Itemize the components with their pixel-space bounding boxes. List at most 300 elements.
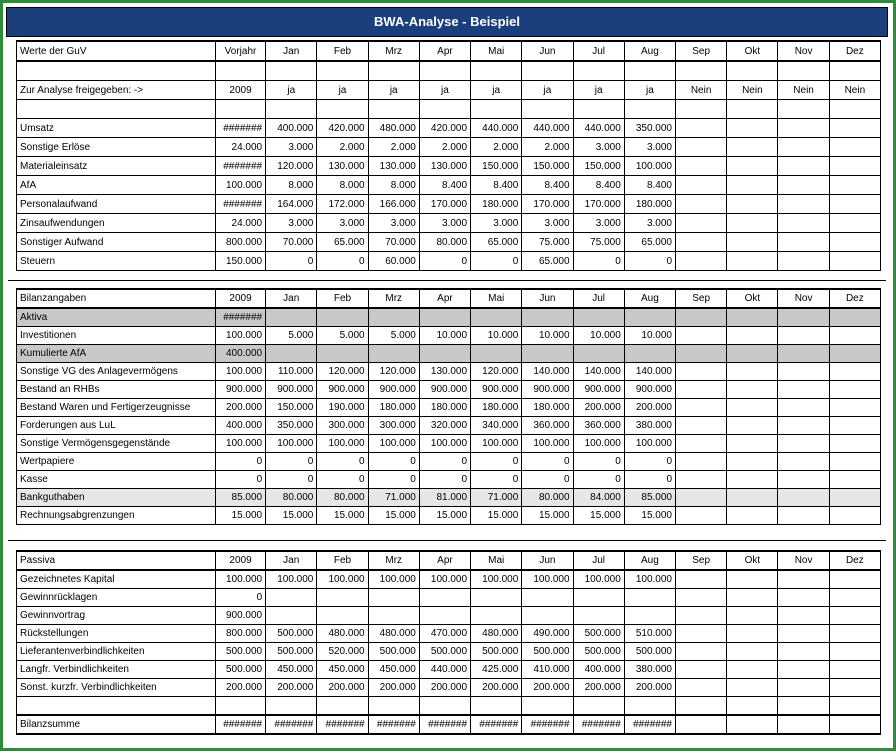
row-value-cell[interactable]: 100.000 bbox=[522, 435, 573, 453]
row-value-cell[interactable] bbox=[573, 345, 624, 363]
row-value-cell[interactable] bbox=[778, 119, 829, 138]
row-value-cell[interactable]: 15.000 bbox=[368, 507, 419, 525]
row-value-cell[interactable] bbox=[522, 607, 573, 625]
month-header-feb[interactable]: Feb bbox=[317, 551, 368, 570]
row-value-cell[interactable] bbox=[727, 138, 778, 157]
row-value-cell[interactable] bbox=[727, 233, 778, 252]
row-value-cell[interactable]: 100.000 bbox=[624, 570, 675, 589]
row-prev-cell[interactable]: 400.000 bbox=[215, 417, 265, 435]
row-value-cell[interactable]: 0 bbox=[368, 471, 419, 489]
row-value-cell[interactable]: 900.000 bbox=[624, 381, 675, 399]
header-label-cell[interactable]: Passiva bbox=[17, 551, 216, 570]
month-header-jun[interactable]: Jun bbox=[522, 41, 573, 61]
row-value-cell[interactable]: 15.000 bbox=[317, 507, 368, 525]
row-value-cell[interactable] bbox=[676, 345, 727, 363]
row-value-cell[interactable] bbox=[829, 417, 880, 435]
empty-cell[interactable] bbox=[419, 61, 470, 81]
row-label-cell[interactable]: Langfr. Verbindlichkeiten bbox=[17, 661, 216, 679]
row-value-cell[interactable]: 2.000 bbox=[317, 138, 368, 157]
row-value-cell[interactable]: 15.000 bbox=[266, 507, 317, 525]
row-value-cell[interactable]: 120.000 bbox=[317, 363, 368, 381]
row-value-cell[interactable] bbox=[829, 679, 880, 697]
row-value-cell[interactable] bbox=[676, 252, 727, 271]
row-value-cell[interactable] bbox=[727, 157, 778, 176]
row-value-cell[interactable]: 140.000 bbox=[522, 363, 573, 381]
row-value-cell[interactable]: 100.000 bbox=[368, 570, 419, 589]
row-value-cell[interactable]: 70.000 bbox=[368, 233, 419, 252]
row-value-cell[interactable] bbox=[266, 589, 317, 607]
row-value-cell[interactable] bbox=[676, 381, 727, 399]
row-value-cell[interactable] bbox=[676, 195, 727, 214]
empty-cell[interactable] bbox=[522, 697, 573, 716]
release-value-cell[interactable]: ja bbox=[266, 81, 317, 100]
row-value-cell[interactable]: 900.000 bbox=[266, 381, 317, 399]
row-label-cell[interactable]: Bankguthaben bbox=[17, 489, 216, 507]
row-value-cell[interactable]: 3.000 bbox=[471, 214, 522, 233]
empty-cell[interactable] bbox=[727, 697, 778, 716]
row-value-cell[interactable] bbox=[727, 471, 778, 489]
row-value-cell[interactable] bbox=[676, 308, 727, 327]
row-value-cell[interactable] bbox=[829, 471, 880, 489]
row-value-cell[interactable] bbox=[727, 214, 778, 233]
empty-cell[interactable] bbox=[727, 61, 778, 81]
row-value-cell[interactable]: 8.400 bbox=[573, 176, 624, 195]
row-value-cell[interactable] bbox=[727, 417, 778, 435]
row-value-cell[interactable]: 180.000 bbox=[471, 399, 522, 417]
row-value-cell[interactable]: 15.000 bbox=[522, 507, 573, 525]
empty-cell[interactable] bbox=[829, 100, 880, 119]
row-value-cell[interactable]: 15.000 bbox=[573, 507, 624, 525]
month-header-okt[interactable]: Okt bbox=[727, 551, 778, 570]
row-value-cell[interactable] bbox=[727, 195, 778, 214]
row-value-cell[interactable]: 3.000 bbox=[624, 138, 675, 157]
row-prev-cell[interactable]: 0 bbox=[215, 453, 265, 471]
row-value-cell[interactable] bbox=[778, 381, 829, 399]
row-value-cell[interactable] bbox=[419, 589, 470, 607]
release-value-cell[interactable]: Nein bbox=[727, 81, 778, 100]
row-value-cell[interactable]: 350.000 bbox=[266, 417, 317, 435]
row-value-cell[interactable]: 3.000 bbox=[266, 138, 317, 157]
empty-cell[interactable] bbox=[471, 697, 522, 716]
release-value-cell[interactable]: Nein bbox=[778, 81, 829, 100]
month-header-jan[interactable]: Jan bbox=[266, 289, 317, 308]
row-value-cell[interactable]: 100.000 bbox=[266, 570, 317, 589]
row-value-cell[interactable] bbox=[778, 327, 829, 345]
row-value-cell[interactable] bbox=[624, 607, 675, 625]
row-value-cell[interactable] bbox=[829, 453, 880, 471]
month-header-sep[interactable]: Sep bbox=[676, 289, 727, 308]
row-value-cell[interactable]: 360.000 bbox=[573, 417, 624, 435]
row-label-cell[interactable]: Wertpapiere bbox=[17, 453, 216, 471]
empty-cell[interactable] bbox=[215, 61, 265, 81]
row-value-cell[interactable]: 8.000 bbox=[317, 176, 368, 195]
row-value-cell[interactable] bbox=[829, 363, 880, 381]
release-value-cell[interactable]: ja bbox=[624, 81, 675, 100]
row-value-cell[interactable]: 3.000 bbox=[317, 214, 368, 233]
row-value-cell[interactable] bbox=[727, 399, 778, 417]
row-value-cell[interactable]: 180.000 bbox=[522, 399, 573, 417]
row-value-cell[interactable] bbox=[829, 435, 880, 453]
row-value-cell[interactable] bbox=[829, 381, 880, 399]
row-value-cell[interactable] bbox=[778, 308, 829, 327]
row-value-cell[interactable]: 410.000 bbox=[522, 661, 573, 679]
row-value-cell[interactable]: 140.000 bbox=[624, 363, 675, 381]
empty-cell[interactable] bbox=[368, 697, 419, 716]
release-value-cell[interactable]: Nein bbox=[676, 81, 727, 100]
month-header-jul[interactable]: Jul bbox=[573, 41, 624, 61]
row-value-cell[interactable] bbox=[727, 607, 778, 625]
row-prev-cell[interactable]: 15.000 bbox=[215, 507, 265, 525]
empty-cell[interactable] bbox=[624, 61, 675, 81]
row-value-cell[interactable] bbox=[778, 453, 829, 471]
row-value-cell[interactable]: 350.000 bbox=[624, 119, 675, 138]
row-value-cell[interactable]: 150.000 bbox=[573, 157, 624, 176]
release-value-cell[interactable]: ja bbox=[368, 81, 419, 100]
row-value-cell[interactable] bbox=[829, 214, 880, 233]
row-value-cell[interactable] bbox=[778, 607, 829, 625]
row-value-cell[interactable]: 65.000 bbox=[624, 233, 675, 252]
row-value-cell[interactable]: 5.000 bbox=[317, 327, 368, 345]
row-value-cell[interactable]: 0 bbox=[573, 252, 624, 271]
row-value-cell[interactable]: 440.000 bbox=[471, 119, 522, 138]
row-value-cell[interactable]: 170.000 bbox=[419, 195, 470, 214]
header-label-cell[interactable]: Werte der GuV bbox=[17, 41, 216, 61]
row-value-cell[interactable]: 100.000 bbox=[368, 435, 419, 453]
row-value-cell[interactable]: 8.000 bbox=[266, 176, 317, 195]
empty-cell[interactable] bbox=[215, 697, 265, 716]
row-label-cell[interactable]: Gewinnvortrag bbox=[17, 607, 216, 625]
row-value-cell[interactable]: 0 bbox=[317, 453, 368, 471]
row-prev-cell[interactable]: 85.000 bbox=[215, 489, 265, 507]
row-value-cell[interactable]: 3.000 bbox=[573, 138, 624, 157]
row-value-cell[interactable] bbox=[676, 435, 727, 453]
row-value-cell[interactable] bbox=[266, 308, 317, 327]
row-value-cell[interactable]: 0 bbox=[266, 453, 317, 471]
row-value-cell[interactable]: 300.000 bbox=[317, 417, 368, 435]
row-value-cell[interactable]: 520.000 bbox=[317, 643, 368, 661]
row-prev-cell[interactable]: 200.000 bbox=[215, 399, 265, 417]
row-value-cell[interactable] bbox=[829, 507, 880, 525]
row-value-cell[interactable]: 500.000 bbox=[266, 625, 317, 643]
row-value-cell[interactable] bbox=[829, 345, 880, 363]
row-label-cell[interactable]: Umsatz bbox=[17, 119, 216, 138]
row-value-cell[interactable]: 85.000 bbox=[624, 489, 675, 507]
month-header-apr[interactable]: Apr bbox=[419, 289, 470, 308]
empty-cell[interactable] bbox=[317, 100, 368, 119]
row-value-cell[interactable]: 3.000 bbox=[419, 214, 470, 233]
row-value-cell[interactable] bbox=[778, 176, 829, 195]
month-header-dez[interactable]: Dez bbox=[829, 289, 880, 308]
total-value-cell[interactable]: ####### bbox=[419, 715, 470, 734]
row-value-cell[interactable] bbox=[419, 308, 470, 327]
row-value-cell[interactable] bbox=[676, 489, 727, 507]
row-value-cell[interactable] bbox=[317, 308, 368, 327]
row-value-cell[interactable]: 470.000 bbox=[419, 625, 470, 643]
row-value-cell[interactable] bbox=[727, 643, 778, 661]
row-value-cell[interactable]: 100.000 bbox=[624, 435, 675, 453]
row-value-cell[interactable]: 80.000 bbox=[317, 489, 368, 507]
row-value-cell[interactable] bbox=[419, 345, 470, 363]
row-value-cell[interactable]: 480.000 bbox=[368, 119, 419, 138]
empty-cell[interactable] bbox=[624, 100, 675, 119]
row-label-cell[interactable]: Kasse bbox=[17, 471, 216, 489]
row-value-cell[interactable] bbox=[727, 252, 778, 271]
month-header-mai[interactable]: Mai bbox=[471, 551, 522, 570]
row-prev-cell[interactable]: 900.000 bbox=[215, 607, 265, 625]
row-value-cell[interactable] bbox=[676, 679, 727, 697]
row-value-cell[interactable] bbox=[266, 607, 317, 625]
row-label-cell[interactable]: Sonstige Vermögensgegenstände bbox=[17, 435, 216, 453]
row-value-cell[interactable]: 172.000 bbox=[317, 195, 368, 214]
row-value-cell[interactable] bbox=[778, 195, 829, 214]
row-value-cell[interactable]: 480.000 bbox=[317, 625, 368, 643]
row-label-cell[interactable]: Zinsaufwendungen bbox=[17, 214, 216, 233]
row-value-cell[interactable] bbox=[522, 589, 573, 607]
row-value-cell[interactable]: 100.000 bbox=[624, 157, 675, 176]
row-value-cell[interactable] bbox=[829, 157, 880, 176]
empty-cell[interactable] bbox=[317, 61, 368, 81]
row-value-cell[interactable] bbox=[471, 607, 522, 625]
header-prev-cell[interactable]: 2009 bbox=[215, 551, 265, 570]
release-value-cell[interactable]: ja bbox=[419, 81, 470, 100]
row-prev-cell[interactable]: ####### bbox=[215, 157, 265, 176]
row-value-cell[interactable] bbox=[727, 176, 778, 195]
row-value-cell[interactable] bbox=[368, 308, 419, 327]
row-prev-cell[interactable]: 500.000 bbox=[215, 661, 265, 679]
month-header-jun[interactable]: Jun bbox=[522, 289, 573, 308]
row-value-cell[interactable] bbox=[573, 589, 624, 607]
empty-cell[interactable] bbox=[471, 100, 522, 119]
row-value-cell[interactable]: 500.000 bbox=[419, 643, 470, 661]
row-value-cell[interactable]: 2.000 bbox=[471, 138, 522, 157]
release-value-cell[interactable]: ja bbox=[522, 81, 573, 100]
header-label-cell[interactable]: Bilanzangaben bbox=[17, 289, 216, 308]
row-value-cell[interactable]: 100.000 bbox=[573, 570, 624, 589]
row-value-cell[interactable]: 450.000 bbox=[317, 661, 368, 679]
row-value-cell[interactable]: 360.000 bbox=[522, 417, 573, 435]
row-value-cell[interactable] bbox=[829, 625, 880, 643]
row-value-cell[interactable]: 120.000 bbox=[266, 157, 317, 176]
total-value-cell[interactable] bbox=[727, 715, 778, 734]
row-value-cell[interactable] bbox=[624, 308, 675, 327]
row-value-cell[interactable] bbox=[829, 233, 880, 252]
row-label-cell[interactable]: Investitionen bbox=[17, 327, 216, 345]
row-value-cell[interactable] bbox=[727, 381, 778, 399]
row-label-cell[interactable]: Bestand an RHBs bbox=[17, 381, 216, 399]
total-prev-cell[interactable]: ####### bbox=[215, 715, 265, 734]
row-value-cell[interactable]: 3.000 bbox=[573, 214, 624, 233]
row-value-cell[interactable] bbox=[778, 507, 829, 525]
row-value-cell[interactable] bbox=[471, 589, 522, 607]
release-value-cell[interactable]: Nein bbox=[829, 81, 880, 100]
row-value-cell[interactable] bbox=[829, 489, 880, 507]
row-value-cell[interactable]: 70.000 bbox=[266, 233, 317, 252]
row-prev-cell[interactable]: 200.000 bbox=[215, 679, 265, 697]
month-header-jul[interactable]: Jul bbox=[573, 551, 624, 570]
row-value-cell[interactable]: 2.000 bbox=[522, 138, 573, 157]
row-value-cell[interactable]: 8.400 bbox=[522, 176, 573, 195]
month-header-aug[interactable]: Aug bbox=[624, 289, 675, 308]
row-value-cell[interactable] bbox=[778, 138, 829, 157]
row-value-cell[interactable]: 200.000 bbox=[471, 679, 522, 697]
row-value-cell[interactable] bbox=[676, 138, 727, 157]
row-value-cell[interactable] bbox=[829, 570, 880, 589]
row-value-cell[interactable]: 340.000 bbox=[471, 417, 522, 435]
month-header-sep[interactable]: Sep bbox=[676, 41, 727, 61]
row-value-cell[interactable]: 0 bbox=[368, 453, 419, 471]
row-value-cell[interactable] bbox=[676, 157, 727, 176]
row-value-cell[interactable]: 100.000 bbox=[419, 435, 470, 453]
row-value-cell[interactable] bbox=[676, 625, 727, 643]
total-value-cell[interactable]: ####### bbox=[522, 715, 573, 734]
row-value-cell[interactable] bbox=[829, 252, 880, 271]
row-value-cell[interactable]: 150.000 bbox=[522, 157, 573, 176]
row-value-cell[interactable]: 100.000 bbox=[317, 570, 368, 589]
release-value-cell[interactable]: ja bbox=[573, 81, 624, 100]
empty-cell[interactable] bbox=[17, 100, 216, 119]
row-value-cell[interactable]: 440.000 bbox=[573, 119, 624, 138]
row-value-cell[interactable]: 400.000 bbox=[266, 119, 317, 138]
row-prev-cell[interactable]: 24.000 bbox=[215, 138, 265, 157]
month-header-aug[interactable]: Aug bbox=[624, 41, 675, 61]
row-value-cell[interactable] bbox=[676, 471, 727, 489]
row-value-cell[interactable] bbox=[829, 327, 880, 345]
row-value-cell[interactable] bbox=[727, 119, 778, 138]
row-value-cell[interactable]: 0 bbox=[317, 471, 368, 489]
month-header-dez[interactable]: Dez bbox=[829, 551, 880, 570]
row-prev-cell[interactable]: 100.000 bbox=[215, 363, 265, 381]
empty-cell[interactable] bbox=[215, 100, 265, 119]
row-value-cell[interactable]: 130.000 bbox=[419, 363, 470, 381]
row-value-cell[interactable]: 8.400 bbox=[624, 176, 675, 195]
row-value-cell[interactable]: 0 bbox=[573, 471, 624, 489]
row-value-cell[interactable] bbox=[368, 589, 419, 607]
empty-cell[interactable] bbox=[317, 697, 368, 716]
row-value-cell[interactable]: 100.000 bbox=[471, 570, 522, 589]
row-value-cell[interactable]: 65.000 bbox=[317, 233, 368, 252]
month-header-mai[interactable]: Mai bbox=[471, 41, 522, 61]
row-label-cell[interactable]: Lieferantenverbindlichkeiten bbox=[17, 643, 216, 661]
row-value-cell[interactable]: 3.000 bbox=[368, 214, 419, 233]
month-header-mrz[interactable]: Mrz bbox=[368, 551, 419, 570]
month-header-apr[interactable]: Apr bbox=[419, 551, 470, 570]
row-value-cell[interactable]: 425.000 bbox=[471, 661, 522, 679]
row-value-cell[interactable]: 71.000 bbox=[368, 489, 419, 507]
month-header-mrz[interactable]: Mrz bbox=[368, 41, 419, 61]
row-value-cell[interactable]: 75.000 bbox=[522, 233, 573, 252]
row-label-cell[interactable]: Aktiva bbox=[17, 308, 216, 327]
row-value-cell[interactable] bbox=[778, 252, 829, 271]
row-value-cell[interactable]: 180.000 bbox=[368, 399, 419, 417]
empty-cell[interactable] bbox=[266, 100, 317, 119]
row-label-cell[interactable]: Materialeinsatz bbox=[17, 157, 216, 176]
empty-cell[interactable] bbox=[829, 61, 880, 81]
empty-cell[interactable] bbox=[17, 61, 216, 81]
release-value-cell[interactable]: ja bbox=[317, 81, 368, 100]
row-value-cell[interactable] bbox=[829, 119, 880, 138]
row-value-cell[interactable]: 0 bbox=[624, 252, 675, 271]
month-header-mai[interactable]: Mai bbox=[471, 289, 522, 308]
month-header-jan[interactable]: Jan bbox=[266, 41, 317, 61]
month-header-dez[interactable]: Dez bbox=[829, 41, 880, 61]
row-value-cell[interactable]: 0 bbox=[419, 252, 470, 271]
row-value-cell[interactable]: 0 bbox=[471, 252, 522, 271]
row-value-cell[interactable] bbox=[727, 327, 778, 345]
month-header-jun[interactable]: Jun bbox=[522, 551, 573, 570]
row-value-cell[interactable] bbox=[778, 570, 829, 589]
row-value-cell[interactable] bbox=[727, 661, 778, 679]
row-value-cell[interactable]: 0 bbox=[624, 471, 675, 489]
row-value-cell[interactable] bbox=[829, 661, 880, 679]
row-value-cell[interactable]: 150.000 bbox=[266, 399, 317, 417]
row-label-cell[interactable]: Rechnungsabgrenzungen bbox=[17, 507, 216, 525]
row-value-cell[interactable]: 450.000 bbox=[266, 661, 317, 679]
row-value-cell[interactable] bbox=[676, 453, 727, 471]
month-header-okt[interactable]: Okt bbox=[727, 41, 778, 61]
row-value-cell[interactable]: 190.000 bbox=[317, 399, 368, 417]
row-value-cell[interactable]: 100.000 bbox=[471, 435, 522, 453]
row-value-cell[interactable] bbox=[829, 589, 880, 607]
empty-cell[interactable] bbox=[419, 100, 470, 119]
total-value-cell[interactable]: ####### bbox=[317, 715, 368, 734]
row-value-cell[interactable]: 0 bbox=[573, 453, 624, 471]
row-value-cell[interactable] bbox=[522, 345, 573, 363]
row-value-cell[interactable] bbox=[778, 345, 829, 363]
row-value-cell[interactable] bbox=[829, 643, 880, 661]
empty-cell[interactable] bbox=[368, 100, 419, 119]
row-value-cell[interactable]: 180.000 bbox=[624, 195, 675, 214]
row-value-cell[interactable]: 500.000 bbox=[573, 625, 624, 643]
row-prev-cell[interactable]: ####### bbox=[215, 195, 265, 214]
row-value-cell[interactable]: 900.000 bbox=[522, 381, 573, 399]
total-value-cell[interactable] bbox=[778, 715, 829, 734]
row-value-cell[interactable] bbox=[727, 435, 778, 453]
row-prev-cell[interactable]: 100.000 bbox=[215, 570, 265, 589]
row-value-cell[interactable]: 75.000 bbox=[573, 233, 624, 252]
row-value-cell[interactable] bbox=[778, 489, 829, 507]
month-header-jul[interactable]: Jul bbox=[573, 289, 624, 308]
row-value-cell[interactable]: 10.000 bbox=[419, 327, 470, 345]
total-value-cell[interactable]: ####### bbox=[471, 715, 522, 734]
row-value-cell[interactable]: 8.400 bbox=[471, 176, 522, 195]
row-value-cell[interactable]: 15.000 bbox=[471, 507, 522, 525]
row-value-cell[interactable] bbox=[368, 345, 419, 363]
row-value-cell[interactable]: 510.000 bbox=[624, 625, 675, 643]
row-value-cell[interactable]: 81.000 bbox=[419, 489, 470, 507]
empty-cell[interactable] bbox=[368, 61, 419, 81]
row-value-cell[interactable]: 100.000 bbox=[419, 570, 470, 589]
row-prev-cell[interactable]: 150.000 bbox=[215, 252, 265, 271]
row-value-cell[interactable] bbox=[778, 589, 829, 607]
row-value-cell[interactable]: 15.000 bbox=[419, 507, 470, 525]
row-value-cell[interactable]: 200.000 bbox=[522, 679, 573, 697]
header-prev-cell[interactable]: Vorjahr bbox=[215, 41, 265, 61]
row-label-cell[interactable]: AfA bbox=[17, 176, 216, 195]
row-value-cell[interactable]: 170.000 bbox=[573, 195, 624, 214]
row-prev-cell[interactable]: 100.000 bbox=[215, 176, 265, 195]
row-value-cell[interactable] bbox=[676, 363, 727, 381]
row-value-cell[interactable]: 100.000 bbox=[266, 435, 317, 453]
month-header-okt[interactable]: Okt bbox=[727, 289, 778, 308]
row-value-cell[interactable] bbox=[829, 195, 880, 214]
row-value-cell[interactable]: 120.000 bbox=[368, 363, 419, 381]
row-value-cell[interactable]: 10.000 bbox=[573, 327, 624, 345]
empty-cell[interactable] bbox=[676, 61, 727, 81]
row-value-cell[interactable]: 65.000 bbox=[522, 252, 573, 271]
row-value-cell[interactable]: 180.000 bbox=[419, 399, 470, 417]
row-value-cell[interactable] bbox=[778, 679, 829, 697]
row-value-cell[interactable] bbox=[676, 176, 727, 195]
